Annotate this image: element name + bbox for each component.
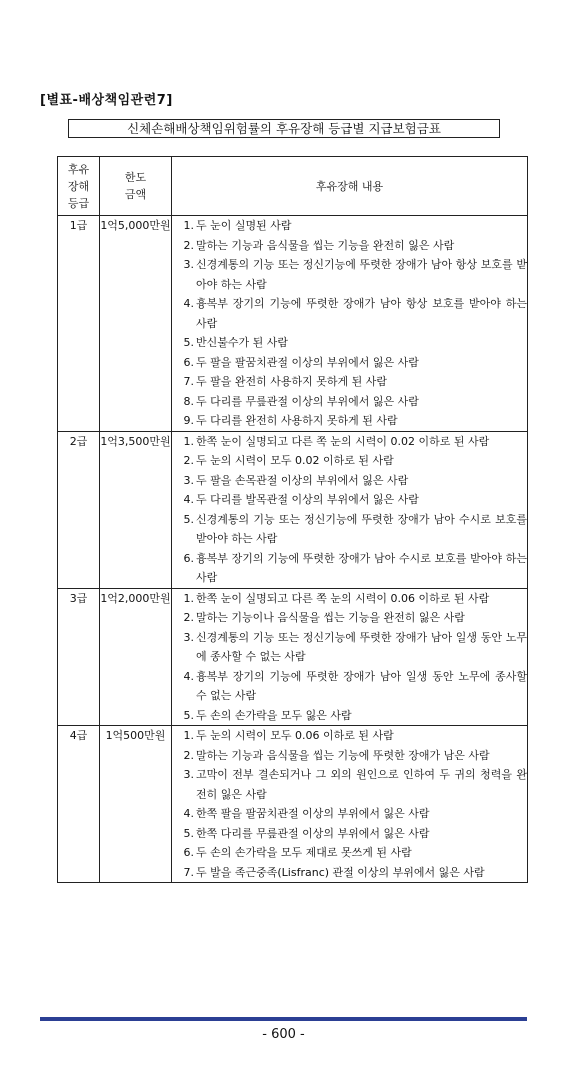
table-body: [58, 216, 528, 883]
item-text: 한쪽 다리를 무릎관절 이상의 부위에서 잃은 사람: [196, 826, 430, 840]
item-number: 3.: [183, 258, 194, 271]
item-number: 2.: [183, 454, 194, 467]
list-item: [172, 294, 527, 333]
item-text: 한쪽 눈이 실명되고 다른 쪽 눈의 시력이 0.02 이하로 된 사람: [196, 434, 490, 448]
item-number: 2.: [183, 238, 194, 252]
item-text: 두 눈의 시력이 모두 0.02 이하로 된 사람: [196, 454, 394, 467]
content-cell: [172, 216, 528, 432]
page-number: - 600 -: [262, 1027, 305, 1042]
item-number: 1.: [183, 729, 194, 742]
amount-cell: 1억5,000만원: [100, 216, 172, 432]
item-text: 한쪽 눈이 실명되고 다른 쪽 눈의 시력이 0.06 이하로 된 사람: [196, 591, 490, 605]
item-number: 1.: [183, 219, 194, 232]
list-item: [172, 549, 527, 588]
item-number: 6.: [183, 551, 194, 565]
list-item: [172, 608, 527, 628]
item-number: 2.: [183, 748, 194, 762]
item-number: 8.: [183, 394, 194, 408]
footer-rule: [40, 1017, 527, 1021]
item-text: 흉복부 장기의 기능에 뚜렷한 장애가 남아 수시로 보호를 받아야 하는 사람: [196, 551, 527, 584]
header-grade: [58, 157, 100, 216]
item-list: [172, 432, 527, 588]
item-list: [172, 726, 527, 882]
list-item: [172, 490, 527, 510]
grade-cell: 3급: [58, 588, 100, 726]
header-grade-line: 장해: [67, 179, 90, 193]
amount-cell: 1억500만원: [100, 726, 172, 883]
item-text: 말하는 기능과 음식물을 씹는 기능을 완전히 잃은 사람: [196, 238, 455, 252]
item-number: 3.: [183, 768, 194, 781]
item-number: 9.: [183, 414, 194, 427]
list-item: [172, 432, 527, 452]
list-item: [172, 804, 527, 824]
item-number: 1.: [183, 434, 194, 448]
item-number: 1.: [183, 591, 194, 605]
item-text: 말하는 기능과 음식물을 씹는 기능에 뚜렷한 장애가 남은 사람: [196, 748, 490, 762]
item-number: 5.: [183, 708, 194, 722]
list-item: [172, 843, 527, 863]
item-number: 7.: [183, 865, 194, 879]
list-item: [172, 589, 527, 609]
item-list: [172, 216, 527, 431]
item-text: 두 팔을 팔꿈치관절 이상의 부위에서 잃은 사람: [196, 355, 419, 369]
item-number: 4.: [183, 493, 194, 506]
item-number: 4.: [183, 669, 194, 683]
list-item: [172, 333, 527, 353]
list-item: [172, 746, 527, 766]
list-item: [172, 628, 527, 667]
item-text: 두 팔을 완전히 사용하지 못하게 된 사람: [196, 375, 387, 388]
item-text: 한쪽 팔을 팔꿈치관절 이상의 부위에서 잃은 사람: [196, 807, 430, 820]
item-text: 두 손의 손가락을 모두 제대로 못쓰게 된 사람: [196, 846, 412, 859]
item-number: 2.: [183, 611, 194, 624]
item-text: 두 팔을 손목관절 이상의 부위에서 잃은 사람: [196, 473, 409, 487]
item-number: 7.: [183, 375, 194, 388]
item-text: 신경계통의 기능 또는 정신기능에 뚜렷한 장애가 남아 항상 보호를 받아야 하는 사람: [196, 258, 527, 291]
item-list: [172, 589, 527, 726]
item-text: 두 다리를 무릎관절 이상의 부위에서 잃은 사람: [196, 394, 419, 408]
item-number: 6.: [183, 846, 194, 859]
section-heading: [별표-배상책임관련7]: [40, 93, 173, 108]
item-text: 두 눈의 시력이 모두 0.06 이하로 된 사람: [196, 729, 394, 742]
item-text: 신경계통의 기능 또는 정신기능에 뚜렷한 장애가 남아 일생 동안 노무에 종사할 수 없는 사람: [196, 630, 527, 663]
item-number: 4.: [183, 297, 194, 310]
content-cell: [172, 431, 528, 588]
list-item: [172, 236, 527, 256]
header-amount-line: 한도: [124, 171, 147, 184]
grade-cell: 1급: [58, 216, 100, 432]
table-row: [58, 588, 528, 726]
list-item: [172, 863, 527, 883]
item-text: 두 발을 족근중족(Lisfranc) 관절 이상의 부위에서 잃은 사람: [196, 865, 485, 879]
list-item: [172, 726, 527, 746]
item-text: 두 다리를 발목관절 이상의 부위에서 잃은 사람: [196, 493, 419, 506]
table-row: [58, 216, 528, 432]
item-number: 3.: [183, 630, 194, 644]
table-header-row: [58, 157, 528, 216]
table-row: [58, 726, 528, 883]
list-item: [172, 824, 527, 844]
header-content: 후유장해 내용: [172, 157, 528, 216]
header-amount-line: 금액: [124, 188, 147, 201]
item-text: 두 다리를 완전히 사용하지 못하게 된 사람: [196, 414, 398, 427]
list-item: [172, 372, 527, 392]
header-grade-line: 등급: [67, 196, 90, 210]
list-item: [172, 353, 527, 373]
content-cell: [172, 726, 528, 883]
item-text: 흉복부 장기의 기능에 뚜렷한 장애가 남아 항상 보호를 받아야 하는 사람: [196, 297, 527, 330]
content-cell: [172, 588, 528, 726]
item-text: 말하는 기능이나 음식물을 씹는 기능을 완전히 잃은 사람: [196, 611, 465, 624]
list-item: [172, 216, 527, 236]
list-item: [172, 392, 527, 412]
item-number: 6.: [183, 355, 194, 369]
disability-grade-table: [57, 156, 528, 883]
list-item: [172, 451, 527, 471]
list-item: [172, 765, 527, 804]
item-text: 반신불수가 된 사람: [196, 336, 289, 349]
list-item: [172, 706, 527, 726]
item-text: 두 손의 손가락을 모두 잃은 사람: [196, 708, 352, 722]
item-text: 신경계통의 기능 또는 정신기능에 뚜렷한 장애가 남아 수시로 보호를 받아야 하는 사람: [196, 512, 527, 545]
list-item: [172, 471, 527, 491]
item-number: 5.: [183, 336, 194, 349]
list-item: [172, 510, 527, 549]
table-row: [58, 431, 528, 588]
header-amount: [100, 157, 172, 216]
item-text: 고막이 전부 결손되거나 그 외의 원인으로 인하여 두 귀의 청력을 완전히 잃은 사람: [196, 768, 527, 801]
grade-cell: 2급: [58, 431, 100, 588]
item-number: 5.: [183, 512, 194, 526]
table-title: 신체손해배상책임위험률의 후유장해 등급별 지급보험금표: [68, 119, 500, 138]
item-number: 4.: [183, 807, 194, 820]
item-number: 3.: [183, 473, 194, 487]
header-grade-line: 후유: [67, 162, 90, 176]
list-item: [172, 667, 527, 706]
list-item: [172, 411, 527, 431]
item-text: 두 눈이 실명된 사람: [196, 219, 292, 232]
item-text: 흉복부 장기의 기능에 뚜렷한 장애가 남아 일생 동안 노무에 종사할 수 없는 사람: [196, 669, 527, 702]
grade-cell: 4급: [58, 726, 100, 883]
item-number: 5.: [183, 826, 194, 840]
amount-cell: 1억2,000만원: [100, 588, 172, 726]
amount-cell: 1억3,500만원: [100, 431, 172, 588]
list-item: [172, 255, 527, 294]
